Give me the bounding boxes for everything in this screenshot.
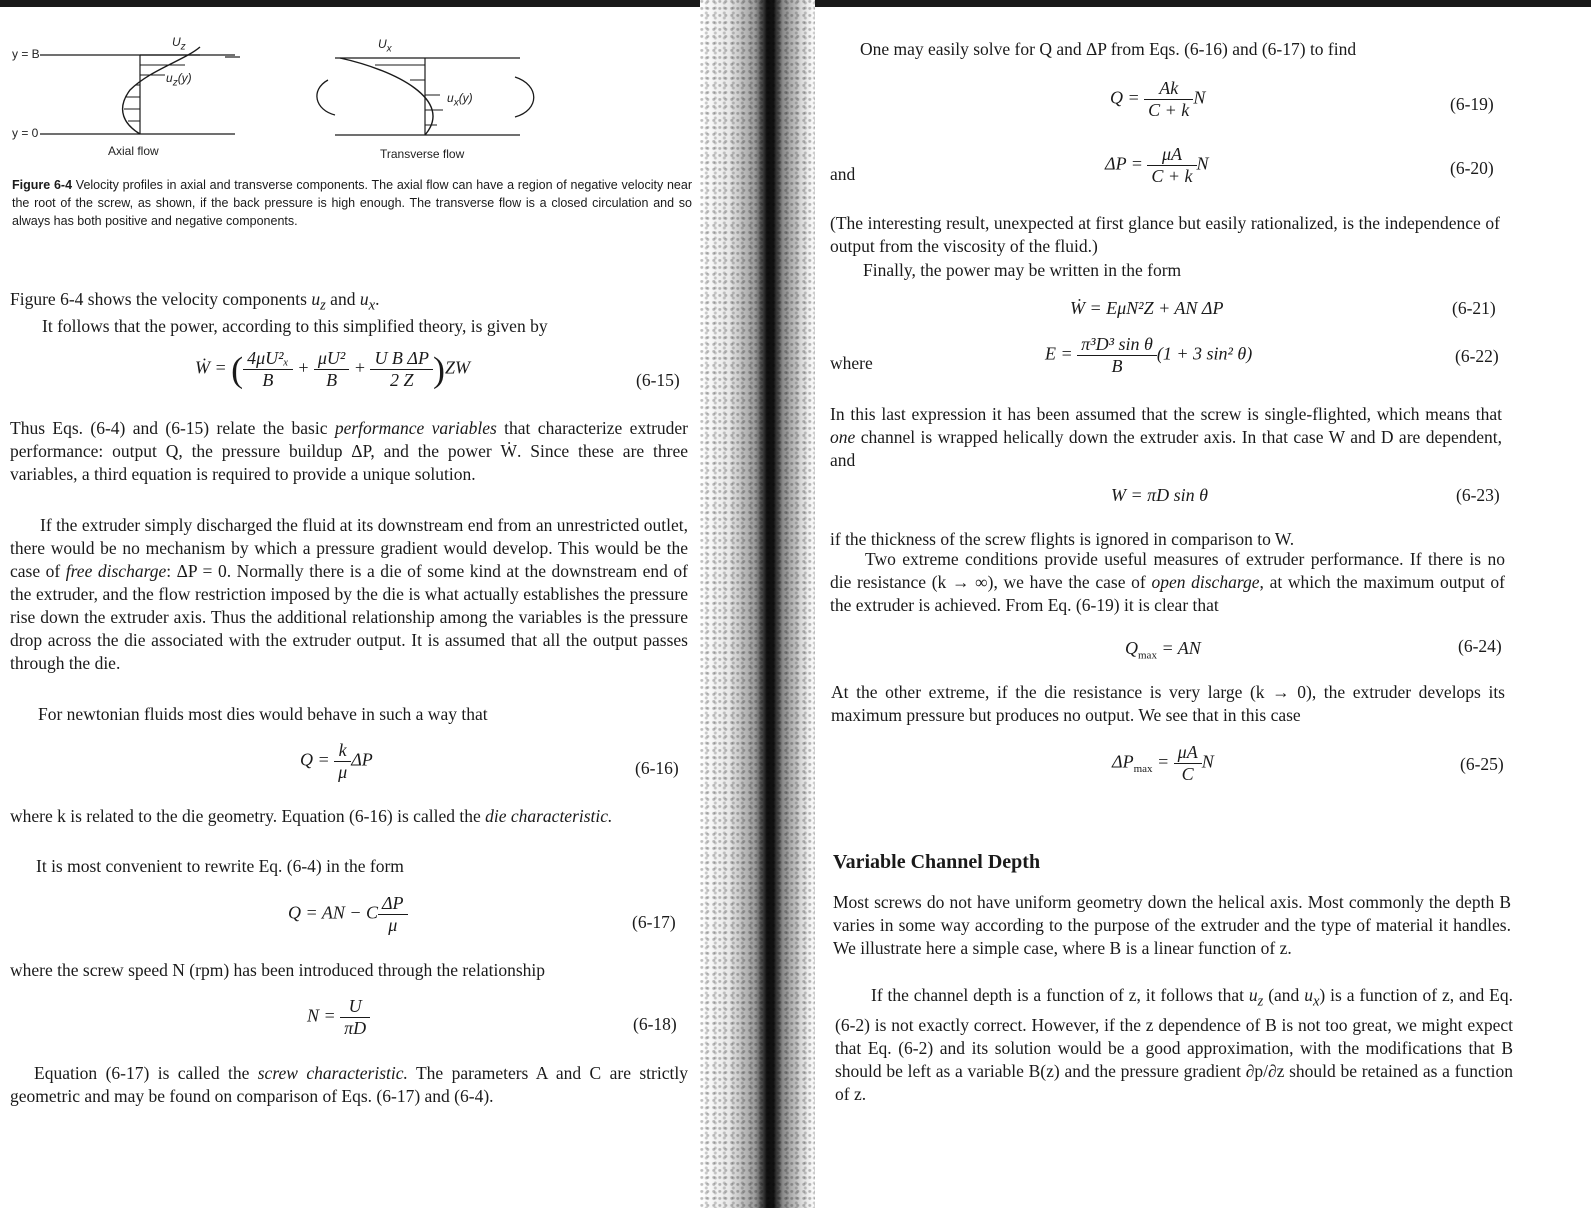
- figure-caption: Figure 6-4 Velocity profiles in axial and transverse components. The axial flow can have a region of negative velocity near the root of the screw, as shown, if the back pressure is high enough. The transverse flow is a closed circulation and so always has both positive and negative components.: [12, 178, 692, 228]
- velocity-profile-diagram: [0, 25, 700, 175]
- right-page: [815, 0, 1591, 1208]
- equation-number-6-21: (6-21): [1452, 298, 1496, 318]
- book-gutter-shadow: [700, 0, 815, 1208]
- paragraph-rewrite: It is most convenient to rewrite Eq. (6-4) in the form: [36, 856, 404, 876]
- equation-6-16: Q = $\frac{k}{\mu}$ ΔP: [300, 740, 373, 782]
- equation-6-15: Ẇ = ( $\frac{\text{4μU²ₓ}}{B}$ + $\frac{\text{μU²}}{B}$ + $\frac{\text{U B ΔP}}{2 Z}$ )ZW: [195, 348, 471, 390]
- equation-number-6-22: (6-22): [1455, 346, 1499, 366]
- paragraph-screw-speed: where the screw speed N (rpm) has been introduced through the relationship: [10, 960, 546, 980]
- transverse-flow-label: Transverse flow: [380, 147, 465, 161]
- paragraph-single-flighted: In this last expression it has been assumed that the screw is single-flighted, which means that one channel is wrapped helically down the extruder axis. In that case W and D are dependent, and: [830, 404, 1502, 470]
- paragraph-free-discharge: If the extruder simply discharged the fluid at its downstream end from an unrestricted outlet, there would be no mechanism by which a pressure gradient would develop. This would be the case of free discharge: ΔP = 0. Normally there is a die of some kind at the downstream end of the extruder, and the flow restriction imposed by the die is what actually establishes the pressure rise down the extruder axis. Thus the additional relationship among the variables is the pressure drop across the die associated with the extruder output. It is assumed that all the output passes through the die.: [10, 515, 688, 673]
- equation-6-20: ΔP = $\frac{\mu A}{C + k}$ N: [1105, 144, 1209, 186]
- paragraph-most-screws: Most screws do not have uniform geometry down the helical axis. Most commonly the depth B varies in some way according to the purpose of the extruder and the type of material it handles. We illustrate here a simple case, where B is a linear function of z.: [833, 892, 1511, 958]
- paragraph-die-characteristic: where k is related to the die geometry. Equation (6-16) is called the die characteristic.: [10, 806, 613, 826]
- label-uz-profile: $u_z(y)$: [166, 71, 192, 89]
- paragraph-newtonian: For newtonian fluids most dies would behave in such a way that: [38, 704, 488, 724]
- label-y-equals-b: y = B: [12, 47, 40, 61]
- equation-number-6-15: (6-15): [636, 370, 680, 390]
- paragraph-extreme-conditions: Two extreme conditions provide useful measures of extruder performance. If there is no die resistance (k → ∞), we have the case of open discharge, at which the maximum output of the extruder is achieved. From Eq. (6-19) it is clear that: [830, 549, 1506, 615]
- paragraph-performance-variables: Thus Eqs. (6-4) and (6-15) relate the basic performance variables that characterize extruder performance: output Q, the pressure buildup ΔP, and the power Ẇ. Since these are three variables, a third equation is required to provide a unique solution.: [10, 418, 688, 484]
- equation-number-6-19: (6-19): [1450, 94, 1494, 114]
- equation-6-18: N = $\frac{U}{\pi D}$: [307, 996, 370, 1039]
- equation-number-6-24: (6-24): [1458, 636, 1502, 656]
- equation-6-23: W = πD sin θ: [1111, 485, 1209, 505]
- label-and: and: [830, 164, 856, 184]
- equation-number-6-16: (6-16): [635, 758, 679, 778]
- axial-flow-label: Axial flow: [108, 144, 159, 158]
- paragraph-power: It follows that the power, according to this simplified theory, is given by: [42, 316, 548, 336]
- left-page: [0, 0, 705, 1208]
- equation-6-17: Q = AN − C $\frac{\Delta P}{\mu}$: [288, 893, 408, 936]
- equation-number-6-25: (6-25): [1460, 754, 1504, 774]
- paragraph-solve: One may easily solve for Q and ΔP from Eqs. (6-16) and (6-17) to find: [860, 39, 1357, 59]
- paragraph-other-extreme: At the other extreme, if the die resistance is very large (k → 0), the extruder develops its maximum pressure but produces no output. We see that in this case: [831, 682, 1505, 725]
- equation-6-25: $\Delta P_{max}$ = $\frac{\mu A}{C}$ N: [1112, 742, 1214, 784]
- paragraph-channel-depth-function: If the channel depth is a function of z, it follows that $u_z$ (and $u_x$) is a function of z, and Eq. (6-2) is not exactly correct. However, if the z dependence of B is not too great, we might expect that Eq. (6-2) and its solution would be a good approximation, with the modifications that B should be left as a variable B(z) and the pressure gradient ∂p/∂z should be retained as a function of z.: [835, 985, 1513, 1104]
- label-y-equals-0: y = 0: [12, 126, 39, 140]
- equation-number-6-23: (6-23): [1456, 485, 1500, 505]
- equation-6-19: Q = $\frac{Ak}{C + k}$ N: [1110, 78, 1206, 120]
- label-ux-wall: $U_x$: [378, 37, 392, 55]
- paragraph-velocity-components: Figure 6-4 shows the velocity components $u_z$ and $u_x$.: [10, 289, 380, 314]
- equation-number-6-17: (6-17): [632, 912, 676, 932]
- equation-6-24: $Q_{max}$ = AN: [1125, 638, 1201, 662]
- figure-6-4: [0, 25, 700, 275]
- equation-6-21: Ẇ = EμN²Z + AN ΔP: [1070, 298, 1224, 318]
- paragraph-finally-power: Finally, the power may be written in the form: [863, 260, 1182, 280]
- paragraph-screw-characteristic: Equation (6-17) is called the screw characteristic. The parameters A and C are strictly geometric and may be found on comparison of Eqs. (6-17) and (6-4).: [10, 1063, 688, 1106]
- equation-6-22: E = $\frac{\text{π³D³ sin θ}}{B}$ (1 + 3 sin² θ): [1045, 334, 1253, 376]
- equation-number-6-18: (6-18): [633, 1014, 677, 1034]
- label-where: where: [830, 353, 873, 373]
- equation-number-6-20: (6-20): [1450, 158, 1494, 178]
- label-ux-profile: $u_x(y)$: [447, 91, 473, 109]
- section-heading: Variable Channel Depth: [833, 851, 1041, 873]
- paragraph-interesting-result: (The interesting result, unexpected at first glance but easily rationalized, is the independence of output from the viscosity of the fluid.): [830, 213, 1500, 256]
- paragraph-flight-thickness: if the thickness of the screw flights is ignored in comparison to W.: [830, 529, 1295, 549]
- label-uz-wall: $U_z$: [172, 35, 186, 53]
